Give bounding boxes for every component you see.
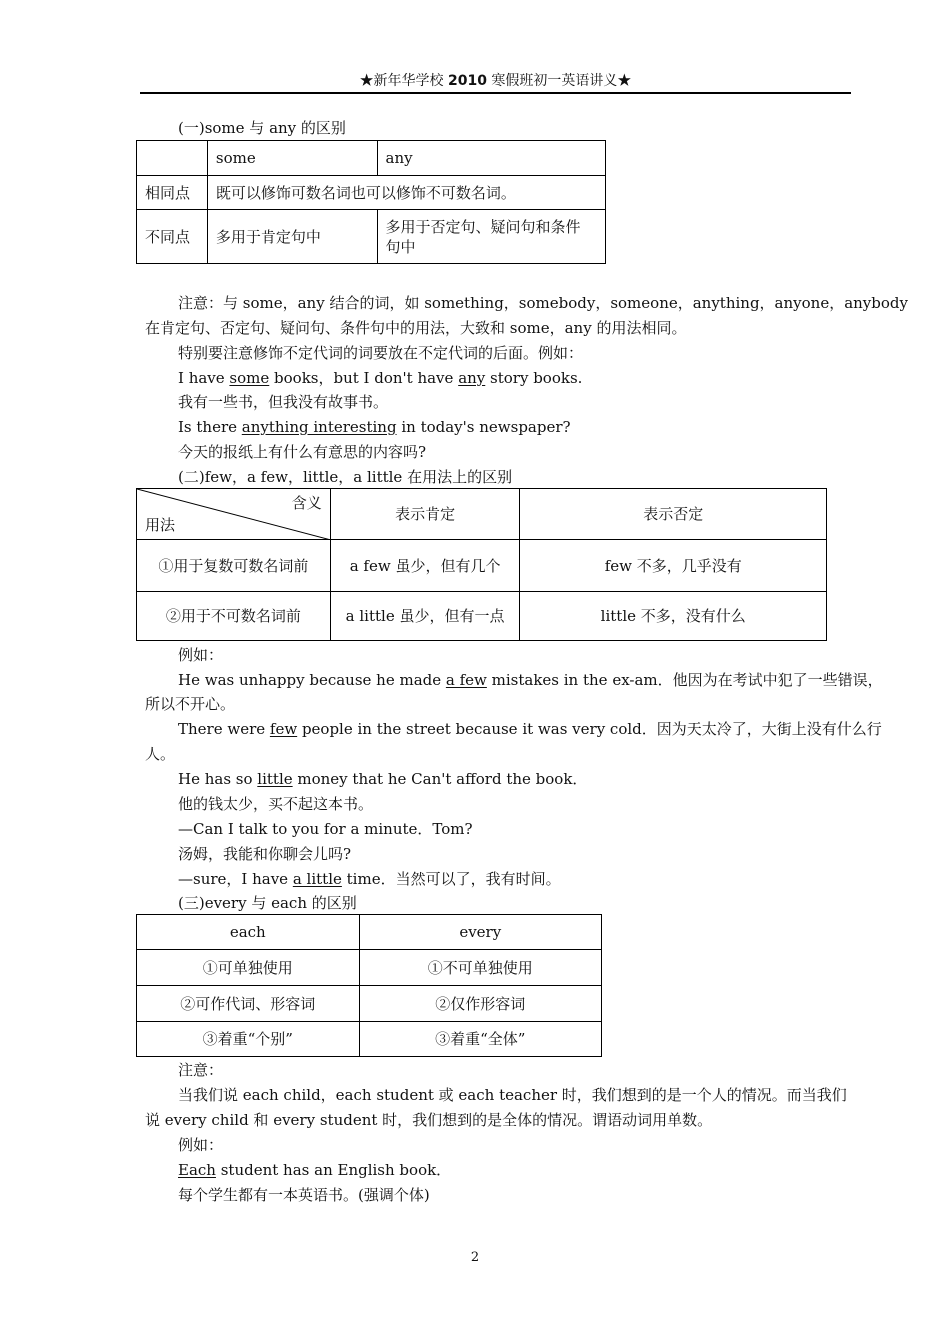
example-translation: 他的钱太少，买不起这本书。 <box>178 795 374 813</box>
note-line: 在肯定句、否定句、疑问句、条件句中的用法，大致和 some，any 的用法相同。 <box>145 319 687 337</box>
table-cell: ③着重“个别” <box>137 1022 360 1057</box>
section-title-few-little: (二)few，a few，little，a little 在用法上的区别 <box>178 468 513 486</box>
table-header-cell: each <box>137 915 360 950</box>
note-line: 说 every child 和 every student 时，我们想到的是全体的情况。谓语动词用单数。 <box>145 1111 713 1129</box>
note-line: 特别要注意修饰不定代词的词要放在不定代词的后面。例如： <box>178 344 584 362</box>
section-title-every-each: (三)every 与 each 的区别 <box>178 894 357 912</box>
example-translation: 我有一些书，但我没有故事书。 <box>178 393 389 411</box>
dialog-question: —Can I talk to you for a minute．Tom? <box>178 820 473 838</box>
example-sentence: He was unhappy because he made a few mistakes in the ex-am．他因为在考试中犯了一些错误， <box>178 671 883 689</box>
table-header-cell: every <box>359 915 601 950</box>
example-sentence: There were few people in the street because it was very cold．因为天太冷了，大街上没有什么行 <box>178 720 882 738</box>
cell-line: 句中 <box>385 237 416 256</box>
example-sentence-cont: 所以不开心。 <box>145 695 236 713</box>
table-cell: few 不多，几乎没有 <box>520 540 827 592</box>
table-header-cell: some <box>207 141 377 176</box>
section-title-some-any: (一)some 与 any 的区别 <box>178 119 346 137</box>
note-line: 注意：与 some，any 结合的词，如 something，somebody，someone，anything，anyone，anybody <box>178 294 908 312</box>
table-cell: a few 虽少，但有几个 <box>330 540 520 592</box>
table-cell: ②用于不可数名词前 <box>137 592 331 641</box>
table-cell <box>377 210 605 264</box>
note-title: 注意： <box>178 1061 224 1079</box>
example-label: 例如： <box>178 1136 224 1154</box>
table-cell: ②可作代词、形容词 <box>137 986 360 1022</box>
table-header-cell: any <box>377 141 605 176</box>
note-line: 当我们说 each child，each student 或 each teacher 时，我们想到的是一个人的情况。而当我们 <box>178 1086 847 1104</box>
table-cell: a little 虽少，但有一点 <box>330 592 520 641</box>
dialog-translation: 汤姆，我能和你聊会儿吗? <box>178 845 352 863</box>
table-header-cell: 表示否定 <box>520 489 827 540</box>
header-meaning: 含义 <box>291 494 322 512</box>
example-sentence-cont: 人。 <box>145 745 176 763</box>
page-number: 2 <box>470 1250 480 1265</box>
table-cell: little 不多，没有什么 <box>520 592 827 641</box>
table-cell: ①用于复数可数名词前 <box>137 540 331 592</box>
table-header-cell: 表示肯定 <box>330 489 520 540</box>
example-sentence: Each student has an English book． <box>178 1161 452 1179</box>
example-label: 例如： <box>178 646 224 664</box>
table-cell: ③着重“全体” <box>359 1022 601 1057</box>
example-translation: 今天的报纸上有什么有意思的内容吗? <box>178 443 427 461</box>
cell-line: 多用于否定句、疑问句和条件 <box>385 217 581 236</box>
header-usage: 用法 <box>145 516 176 534</box>
table-cell: ①不可单独使用 <box>359 950 601 986</box>
table-row-label: 不同点 <box>137 210 208 264</box>
table-some-any <box>136 140 606 264</box>
table-cell: ①可单独使用 <box>137 950 360 986</box>
table-row-label: 相同点 <box>137 176 208 210</box>
diagonal-header-cell <box>137 489 331 540</box>
page-header: ★新年华学校 2010 寒假班初一英语讲义★ <box>140 72 851 94</box>
table-each-every <box>136 914 602 1057</box>
table-cell: ②仅作形容词 <box>359 986 601 1022</box>
example-sentence: I have some books，but I don't have any story books. <box>178 369 583 387</box>
example-translation: 每个学生都有一本英语书。(强调个体) <box>178 1186 430 1204</box>
table-cell: 既可以修饰可数名词也可以修饰不可数名词。 <box>207 176 605 210</box>
table-few-little <box>136 488 827 641</box>
example-sentence: Is there anything interesting in today's newspaper? <box>178 418 571 436</box>
table-cell: 多用于肯定句中 <box>207 210 377 264</box>
dialog-answer: —sure，I have a little time．当然可以了，我有时间。 <box>178 870 561 888</box>
table-header-cell <box>137 141 208 176</box>
example-sentence: He has so little money that he Can't afford the book． <box>178 770 588 788</box>
